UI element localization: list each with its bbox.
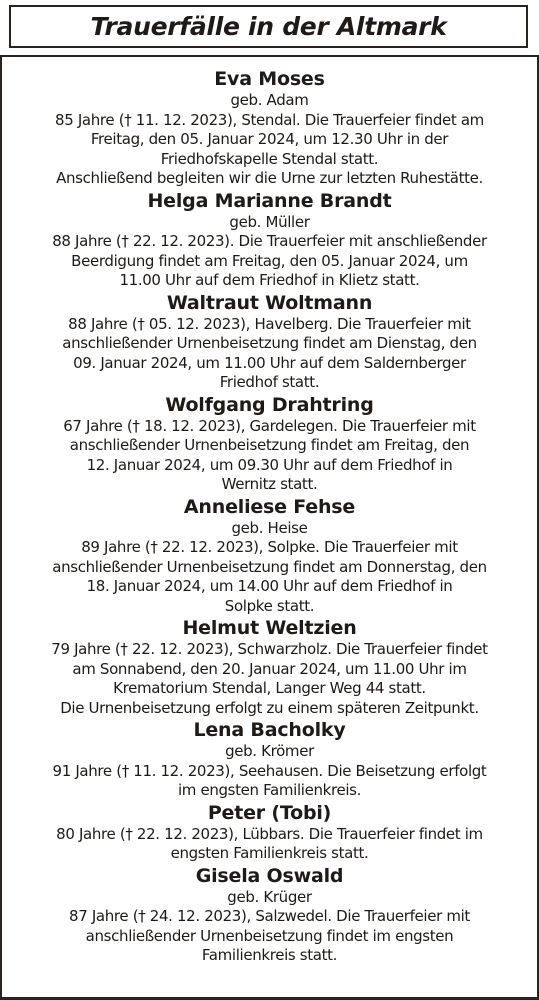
obituary-entry (16, 616, 523, 718)
deceased-name: Anneliese Fehse (183, 495, 356, 518)
birth-name: geb. Adam (230, 91, 309, 109)
deceased-name: Wolfgang Drahtring (165, 393, 374, 416)
birth-name: geb. Heise (231, 518, 308, 537)
obituary-text: 88 Jahre († 22. 12. 2023). Die Trauerfeier mit anschließender Beerdigung findet am Freitag, den 05. Januar 2024, um 11.00 Uhr auf dem Friedhof in Klietz statt. (52, 232, 487, 289)
deceased-name: Eva Moses (214, 68, 325, 90)
obituary-entry (16, 67, 523, 189)
obituary-text: 87 Jahre († 24. 12. 2023), Salzwedel. Die Trauerfeier mit anschließender Urnenbeisetzung findet im engsten Familienkreis statt. (69, 907, 470, 964)
obituary-text: 79 Jahre († 22. 12. 2023), Schwarzholz. Die Trauerfeier findet am Sonnabend, den 20. Januar 2024, um 11.00 Uhr im Krematorium Stendal, Langer Weg 44 statt. Die Urnenbeisetzung erfolgt zu einem späteren Zeitpunkt. (51, 640, 488, 717)
birth-name: geb. Krömer (225, 742, 314, 760)
page-title: Trauerfälle in der Altmark (90, 12, 447, 41)
obituary-text: 67 Jahre († 18. 12. 2023), Gardelegen. Die Trauerfeier mit anschließender Urnenbeisetzung findet am Freitag, den 12. Januar 2024, um 09.30 Uhr auf dem Friedhof in Wernitz statt. (63, 416, 476, 493)
deceased-name: Lena Bacholky (193, 719, 346, 741)
obituary-list (16, 67, 523, 966)
obituary-entry (16, 291, 523, 393)
obituary-entry (16, 393, 523, 495)
deceased-name: Peter (Tobi) (207, 801, 332, 824)
obituary-text: 89 Jahre († 22. 12. 2023), Solpke. Die Trauerfeier mit anschließender Urnenbeisetzung findet am Donnerstag, den 18. Januar 2024, um 14.00 Uhr auf dem Friedhof in Solpke statt. (52, 538, 487, 615)
obituary-entry (16, 801, 523, 864)
deceased-name: Gisela Oswald (195, 864, 344, 887)
obituary-entry (16, 495, 523, 617)
deceased-name: Waltraut Woltmann (166, 291, 373, 314)
obituary-text: 91 Jahre († 11. 12. 2023), Seehausen. Die Beisetzung erfolgt im engsten Familienkreis. (52, 761, 487, 799)
obituary-text: 80 Jahre († 22. 12. 2023), Lübbars. Die Trauerfeier findet im engsten Familienkreis statt. (56, 824, 483, 862)
birth-name: geb. Müller (229, 212, 310, 231)
deceased-name: Helmut Weltzien (182, 617, 357, 639)
obituary-entry (16, 189, 523, 291)
deceased-name: Helga Marianne Brandt (147, 189, 392, 212)
page-header (9, 5, 528, 48)
birth-name: geb. Krüger (227, 887, 312, 906)
obituary-text: 88 Jahre († 05. 12. 2023), Havelberg. Die Trauerfeier mit anschließender Urnenbeisetzung findet am Dienstag, den 09. Januar 2024, um 11.00 Uhr auf dem Saldernberger Friedhof statt. (62, 314, 477, 391)
obituary-text: 85 Jahre († 11. 12. 2023), Stendal. Die Trauerfeier findet am Freitag, den 05. Januar 2024, um 12.30 Uhr in der Friedhofskapelle Stendal statt. Anschließend begleiten wir die Urne zur letzten Ruhestätte. (55, 110, 484, 187)
obituary-entry (16, 718, 523, 801)
obituary-entry (16, 864, 523, 966)
